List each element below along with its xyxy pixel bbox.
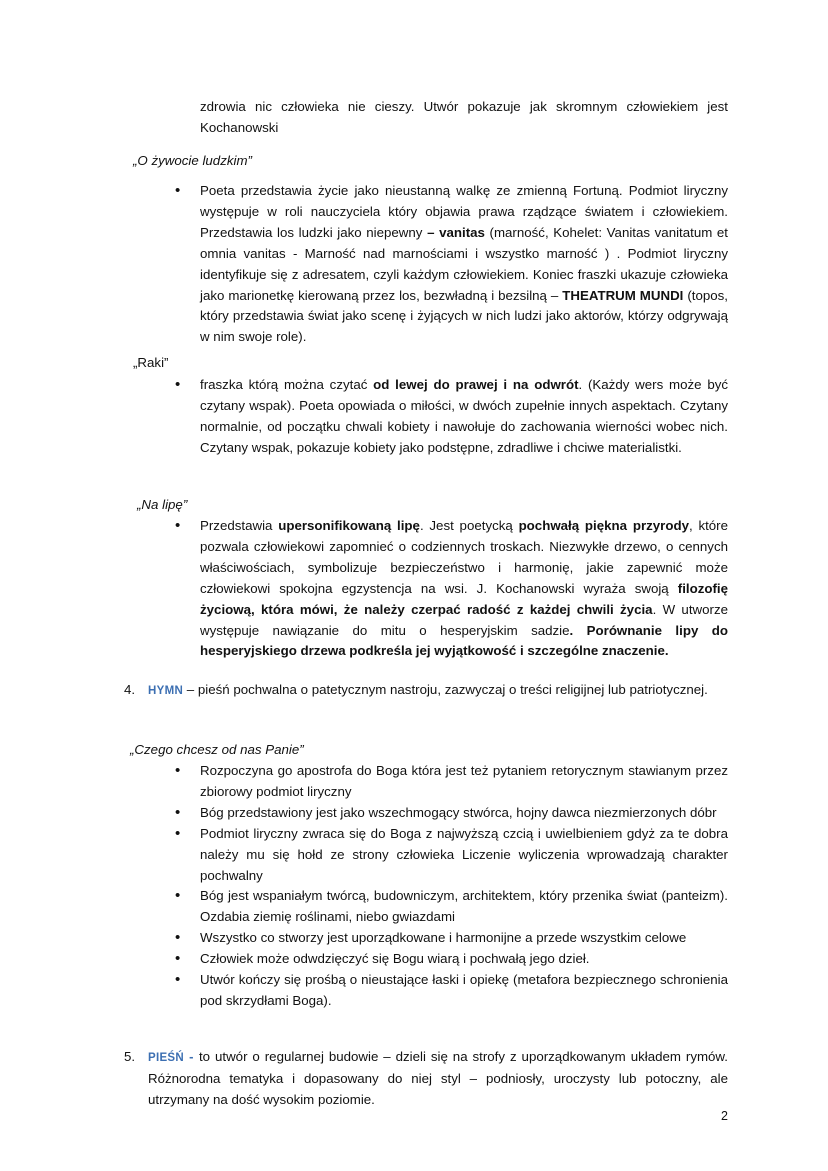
keyword-hymn: HYMN [148,685,184,697]
numbered-item-hymn [124,680,728,702]
list-item: • Rozpoczyna go apostrofa do Boga która jest też pytaniem retorycznym stawianym przez zbiorowy podmiot liryczny [175,761,728,803]
text-run: Przedstawia [200,518,279,533]
section-title-zywocie: „O żywocie ludzkim” [133,153,252,168]
bold-run: THEATRUM MUNDI [562,287,684,303]
list-czego [175,761,728,1012]
bold-run: . Porównanie lipy do hesperyjskiego drzewa podkreśla jej wyjątkowość i szczególne znaczenie. [200,622,729,659]
list-item [175,516,728,662]
page-number: 2 [721,1109,728,1124]
list-item: • Podmiot liryczny zwraca się do Boga z najwyższą czcią i uwielbieniem gdyż za te dobra należy mu się hołd ze strony człowieka Liczenie wyliczenia wprowadzają charakter pochwalny [175,824,728,887]
item-text: – pieśń pochwalna o patetycznym nastroju, zazwyczaj o treści religijnej lub patriotycznej. [183,682,708,697]
text-run: (topos, który przedstawia świat jako scenę i żyjących w nich ludzi jako aktorów, którzy odgrywają w nim swoje role). [200,287,728,345]
text-run: Poeta przedstawia życie jako nieustanną walkę ze zmienną Fortuną. Podmiot liryczny występuje w roli nauczyciela który objawia prawa rządzące światem i człowiekiem. Przedstawia los ludzki jako niepewny [200,183,728,240]
item-text: to utwór o regularnej budowie – dzieli się na strofy z uporządkowanym układem rymów. Różnorodna tematyka i dopasowany do niej styl – podniosły, uroczysty lub potoczny, ale utrzymany na dość wysokim poziomie. [148,1049,728,1107]
intro-paragraph [200,97,728,139]
list-lipe [175,516,728,662]
text-run: (marność, Kohelet: Vanitas vanitatum et omnia vanitas - Marność nad marnościami i wszystko marność ) . Podmiot liryczny identyfikuje się z adresatem, czyli każdym człowiekiem. Koniec fraszki ukazuje człowieka jako marionetkę kierowaną przez los, bezwładną i bezsilną – [200,224,728,303]
list-item: • Utwór kończy się prośbą o nieustające łaski i opiekę (metafora bezpiecznego schronienia pod skrzydłami Boga). [175,970,728,1012]
section-title-czego: „Czego chcesz od nas Panie” [130,742,304,757]
bold-run: filozofię życiową, która mówi, że należy czerpać radość z każdej chwili życia [200,580,728,617]
intro-line-2: Kochanowski [200,119,279,135]
list-raki [175,375,728,459]
list-item [175,181,728,348]
text-run: fraszka którą można czytać [200,377,374,392]
list-item [175,375,728,459]
item-number: 4. [124,682,136,697]
bold-run: pochwałą piękna przyrody [518,518,689,533]
text-run: , które pozwala człowiekowi zapomnieć o codziennych troskach. Niezwykłe drzewo, o cennych właściwościach, symbolizuje bezpieczeństwo i harmonię, jakie zapewnić może człowiekowi spokojna egzystencja na wsi. J. Kochanowski wyraża swoją [200,518,729,596]
bold-run: od lewej do prawej i na odwrót [373,377,579,392]
item-number: 5. [124,1049,136,1064]
text-run: . W utworze występuje nawiązanie do mitu o hesperyjskim sadzie [200,601,728,638]
text-run: . (Każdy wers może być czytany wspak). Poeta opowiada o miłości, w dwóch zupełnie innych aspektach. Czytany normalnie, od początku chwali kobiety i nawołuje do zachowania wierności wobec nich. Czytany wspak, pokazuje kobiety jako podstępne, zdradliwe i chciwe materialistki. [200,377,729,455]
list-zywocie [175,181,728,348]
keyword-dash: - [184,1049,199,1064]
bold-run: upersonifikowaną lipę [278,518,420,533]
list-item: • Bóg przedstawiony jest jako wszechmogący stwórca, hojny dawca niezmierzonych dóbr [175,803,728,824]
list-item: • Bóg jest wspaniałym twórcą, budowniczym, architektem, który przenika świat (panteizm). Ozdabia ziemię roślinami, niebo gwiazdami [175,886,728,928]
keyword-piesn: PIEŚŃ [148,1052,185,1064]
list-item: • Człowiek może odwdzięczyć się Bogu wiarą i pochwałą jego dzieł. [175,949,728,970]
bold-run: – vanitas [427,224,485,240]
text-run: . Jest poetycką [419,518,519,533]
intro-line-1: zdrowia nic człowieka nie cieszy. Utwór pokazuje jak skromnym człowiekiem jest [200,99,728,114]
list-item: • Wszystko co stworzy jest uporządkowane i harmonijne a przede wszystkim celowe [175,928,728,949]
section-title-raki: „Raki” [133,355,169,370]
numbered-item-piesn [124,1047,728,1111]
section-title-lipe: „Na lipę” [137,497,188,512]
